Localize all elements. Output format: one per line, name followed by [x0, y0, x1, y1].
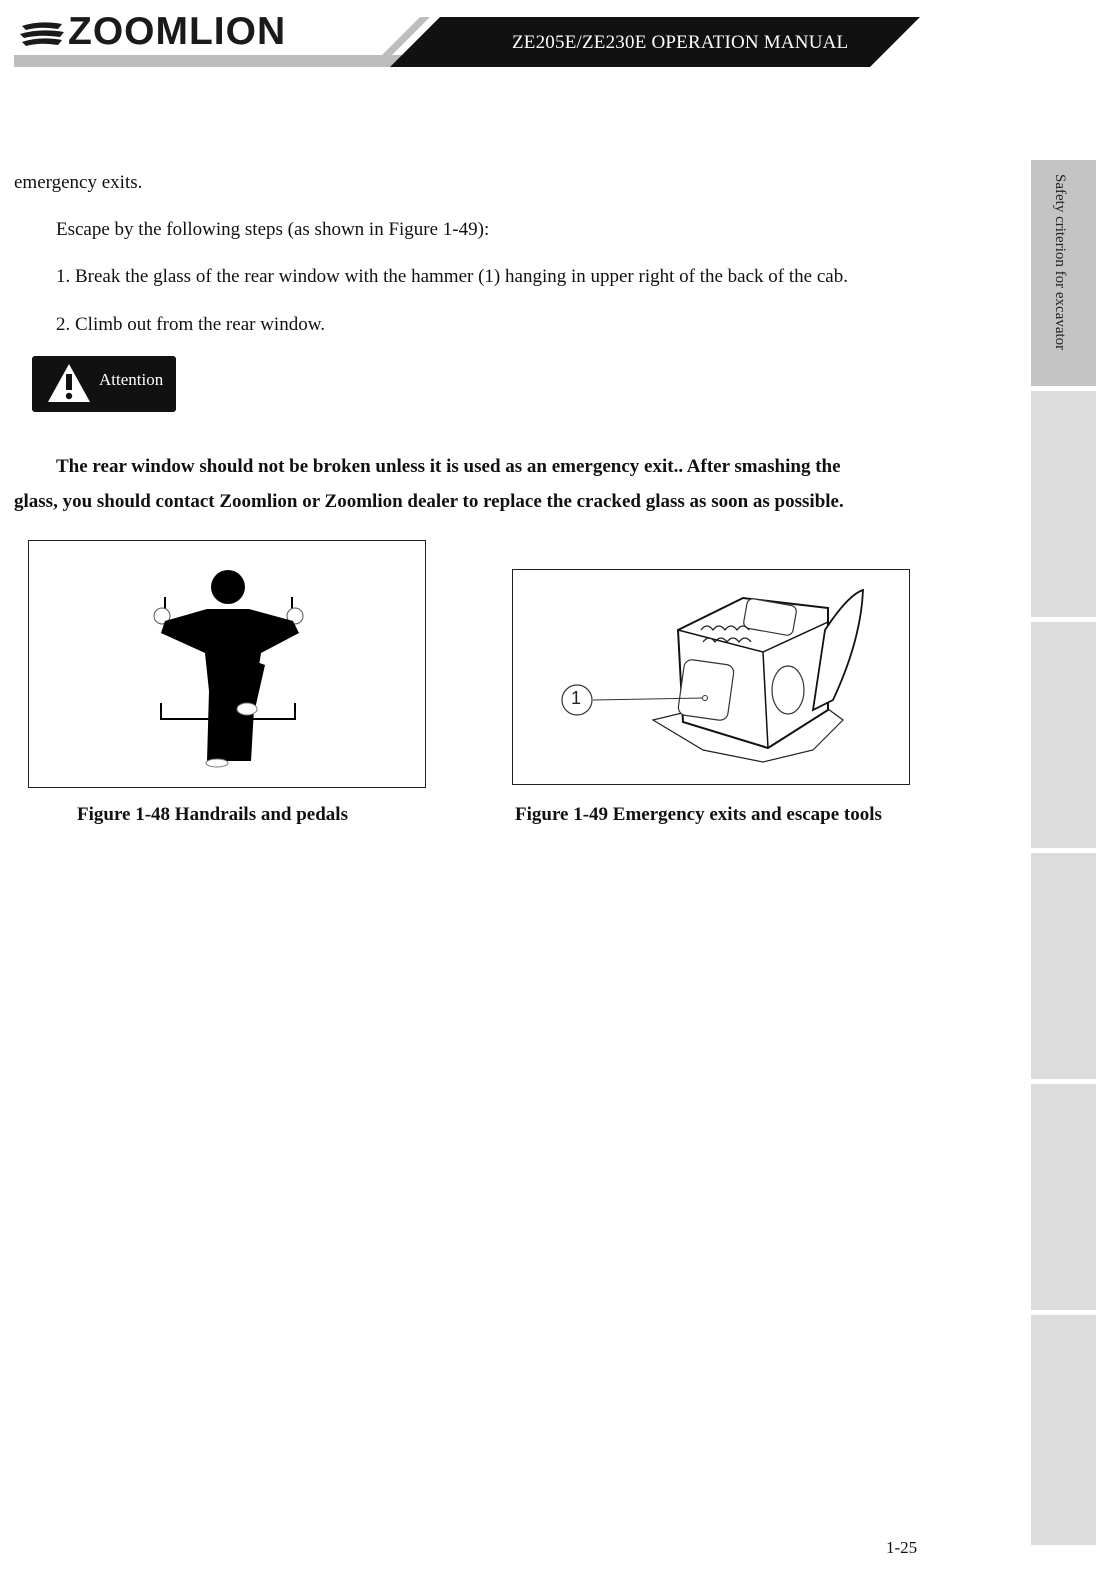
side-tab-3[interactable]: [1031, 622, 1096, 848]
warning-text-line-1: The rear window should not be broken unless it is used as an emergency exit.. After smashing the: [56, 456, 841, 477]
step-1: 1. Break the glass of the rear window with the hammer (1) hanging in upper right of the back of the cab.: [56, 266, 848, 287]
warning-text-line-2: glass, you should contact Zoomlion or Zoomlion dealer to replace the cracked glass as soon as possible.: [14, 491, 844, 512]
side-tab-safety[interactable]: [1031, 160, 1096, 386]
side-tab-2[interactable]: [1031, 391, 1096, 617]
cab-rear-window-illustration: [513, 570, 909, 784]
callout-number-1: 1: [571, 688, 582, 708]
brand-logo-text: ZOOMLION: [68, 10, 287, 53]
paragraph-escape-intro: Escape by the following steps (as shown in Figure 1-49):: [56, 219, 490, 240]
side-tab-5[interactable]: [1031, 1084, 1096, 1310]
page-number: 1-25: [886, 1538, 918, 1557]
side-tab-label: Safety criterion for excavator: [1052, 174, 1068, 351]
figure-49-caption: Figure 1-49 Emergency exits and escape tools: [515, 804, 882, 825]
attention-label: Attention: [99, 370, 164, 389]
climbing-person-illustration: [29, 541, 425, 787]
zoomlion-logo-mark-icon: [18, 18, 68, 48]
side-tab-4[interactable]: [1031, 853, 1096, 1079]
figure-handrails-pedals: [28, 540, 426, 788]
figure-emergency-exits: [512, 569, 910, 785]
paragraph-continuation: emergency exits.: [14, 172, 143, 193]
header-gray-band: [14, 55, 404, 67]
figure-48-caption: Figure 1-48 Handrails and pedals: [77, 804, 348, 825]
warning-triangle-icon: [46, 361, 92, 405]
step-2: 2. Climb out from the rear window.: [56, 314, 325, 335]
manual-title: ZE205E/ZE230E OPERATION MANUAL: [512, 32, 849, 53]
side-tab-6[interactable]: [1031, 1315, 1096, 1545]
